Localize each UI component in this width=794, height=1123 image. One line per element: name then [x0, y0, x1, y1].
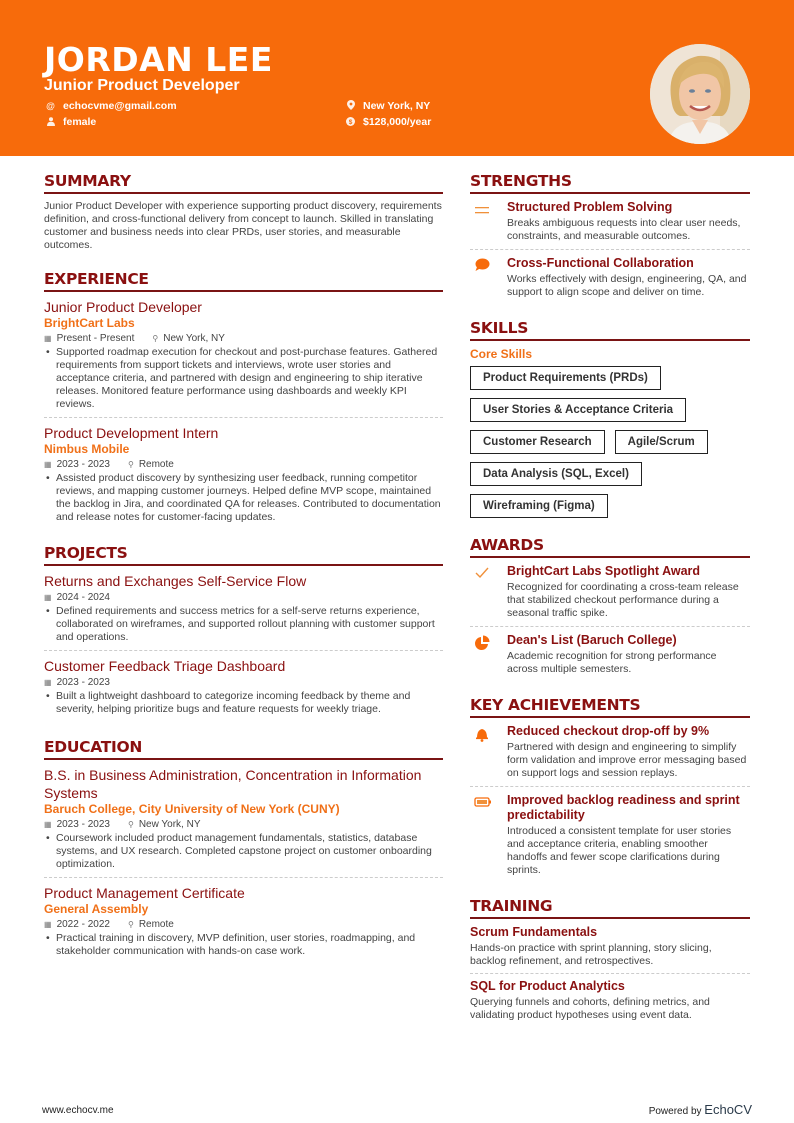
entry-bullet: • Built a lightweight dashboard to categorize incoming feedback by theme and severity, helping prioritize bugs and feature requests for weekly triage.: [44, 690, 443, 716]
awards-section: [470, 536, 750, 682]
map-pin-icon: ⚲: [127, 460, 134, 469]
item-description: Works effectively with design, engineering, QA, and support to align scope and deliver on time.: [507, 273, 747, 298]
entry-title: Product Development Intern: [44, 425, 219, 441]
skill-chip: Data Analysis (SQL, Excel): [470, 462, 642, 486]
education-entry: [44, 766, 443, 878]
summary-section: [44, 172, 443, 252]
award-item: [470, 564, 750, 627]
entry-title: Customer Feedback Triage Dashboard: [44, 658, 286, 674]
entry-organization: Baruch College, City University of New York (CUNY): [44, 802, 340, 816]
entry-organization: BrightCart Labs: [44, 316, 135, 330]
contact-location: New York, NY: [346, 100, 430, 112]
skill-chip: User Stories & Acceptance Criteria: [470, 398, 686, 422]
bell-icon: [470, 724, 507, 780]
item-title: Dean's List (Baruch College): [507, 633, 677, 647]
item-title: SQL for Product Analytics: [470, 979, 625, 993]
entry-meta: ▦ 2023 - 2023 ⚲ Remote: [44, 459, 174, 470]
profile-photo: [650, 44, 750, 144]
contact-salary: $ $128,000/year: [346, 116, 431, 128]
person-icon: [46, 117, 55, 128]
map-pin-icon: [346, 100, 355, 112]
award-item: [470, 633, 750, 682]
item-description: Breaks ambiguous requests into clear user needs, constraints, and measurable outcomes.: [507, 217, 741, 242]
entry-bullet: • Practical training in discovery, MVP definition, user stories, roadmapping, and stakeholder communication with hands-on case work.: [44, 932, 443, 958]
map-pin-icon: ⚲: [127, 920, 134, 929]
footer-powered-by[interactable]: Powered by EchoCV: [648, 1102, 752, 1117]
map-pin-icon: ⚲: [152, 334, 159, 343]
experience-entry: [44, 424, 443, 530]
entry-bullet: • Assisted product discovery by synthesizing user feedback, running competitor reviews, and mapping customer journeys. Helped define MVP scope, maintained the backlog in Jira, and coordinated QA for releases. Contributed to documentation and release notes for customer-facing updates.: [44, 472, 443, 524]
entry-meta: ▦ 2022 - 2022 ⚲ Remote: [44, 919, 174, 930]
at-sign-icon: @: [46, 101, 55, 111]
speech-bubble-icon: [470, 256, 507, 299]
entry-meta: ▦ 2023 - 2023 ⚲ New York, NY: [44, 819, 201, 830]
calendar-icon: ▦: [44, 920, 52, 929]
item-title: Cross-Functional Collaboration: [507, 256, 694, 270]
brand-name: EchoCV: [704, 1102, 752, 1117]
calendar-icon: ▦: [44, 593, 52, 602]
resume-header: [0, 0, 794, 156]
item-description: Academic recognition for strong performance across multiple semesters.: [507, 650, 717, 675]
summary-text: Junior Product Developer with experience supporting product discovery, requirements definition, and cross-functional delivery from concept to launch. Skilled in translating customer and business needs into clear PRDs, user stories, and measurable outcomes.: [44, 200, 442, 251]
section-heading: AWARDS: [470, 536, 750, 558]
pie-chart-icon: [470, 633, 507, 676]
item-description: Hands-on practice with sprint planning, story slicing, backlog refinement, and retrospectives.: [470, 942, 712, 967]
calendar-icon: ▦: [44, 334, 52, 343]
strength-item: [470, 256, 750, 305]
item-description: Querying funnels and cohorts, defining metrics, and validating product hypotheses using event data.: [470, 996, 710, 1021]
entry-title: Product Management Certificate: [44, 885, 245, 901]
skills-subheading: Core Skills: [470, 347, 533, 361]
entry-title: B.S. in Business Administration, Concentration in Information Systems: [44, 767, 422, 801]
calendar-icon: ▦: [44, 820, 52, 829]
candidate-name: JORDAN LEE: [44, 40, 273, 79]
achievement-item: [470, 724, 750, 787]
skill-chip: Product Requirements (PRDs): [470, 366, 661, 390]
item-title: Scrum Fundamentals: [470, 925, 598, 939]
entry-bullet: • Coursework included product management fundamentals, statistics, database systems, and UX research. Completed capstone project on customer onboarding optimization.: [44, 832, 443, 871]
right-column: [470, 172, 750, 1039]
lines-icon: [470, 200, 507, 243]
item-title: BrightCart Labs Spotlight Award: [507, 564, 701, 578]
project-entry: [44, 657, 443, 722]
section-heading: SUMMARY: [44, 172, 443, 194]
skill-chip: Wireframing (Figma): [470, 494, 608, 518]
entry-organization: Nimbus Mobile: [44, 442, 130, 456]
map-pin-icon: ⚲: [127, 820, 134, 829]
svg-text:$: $: [348, 118, 353, 126]
entry-title: Returns and Exchanges Self-Service Flow: [44, 573, 307, 589]
section-heading: EXPERIENCE: [44, 270, 443, 292]
skill-chip: Customer Research: [470, 430, 605, 454]
section-heading: SKILLS: [470, 319, 750, 341]
item-description: Partnered with design and engineering to simplify form validation and improve error messaging based on support logs and session replays.: [507, 741, 747, 779]
achievements-section: [470, 696, 750, 883]
achievement-item: [470, 793, 750, 883]
contact-gender: female: [46, 116, 96, 128]
education-section: [44, 738, 443, 964]
skill-chip: Agile/Scrum: [615, 430, 708, 454]
check-icon: [470, 564, 507, 620]
left-column: [44, 172, 443, 976]
strength-item: [470, 200, 750, 250]
item-description: Recognized for coordinating a cross-team release that stabilized checkout performance during a seasonal traffic spike.: [507, 581, 739, 619]
money-icon: [346, 117, 355, 128]
skills-section: [470, 319, 750, 518]
section-heading: KEY ACHIEVEMENTS: [470, 696, 750, 718]
entry-meta: ▦ Present - Present ⚲ New York, NY: [44, 333, 225, 344]
section-heading: STRENGTHS: [470, 172, 750, 194]
experience-section: [44, 270, 443, 530]
section-heading: TRAINING: [470, 897, 750, 919]
section-heading: EDUCATION: [44, 738, 443, 760]
entry-title: Junior Product Developer: [44, 299, 202, 315]
section-heading: PROJECTS: [44, 544, 443, 566]
entry-organization: General Assembly: [44, 902, 149, 916]
entry-meta: ▦ 2024 - 2024: [44, 592, 110, 603]
job-title: Junior Product Developer: [44, 77, 240, 94]
calendar-icon: ▦: [44, 678, 52, 687]
experience-entry: [44, 298, 443, 418]
strengths-section: [470, 172, 750, 305]
project-entry: [44, 572, 443, 651]
item-title: Reduced checkout drop-off by 9%: [507, 724, 710, 738]
footer-website-link[interactable]: www.echocv.me: [42, 1105, 114, 1116]
battery-icon: [470, 793, 507, 877]
entry-meta: ▦ 2023 - 2023: [44, 677, 110, 688]
skill-chips: [470, 366, 750, 518]
training-item: [470, 925, 750, 974]
contact-email[interactable]: @ echocvme@gmail.com: [46, 100, 177, 112]
entry-bullet: • Defined requirements and success metrics for a self-serve returns experience, collaborated on wireframes, and supported rollout planning with customer support and operations.: [44, 605, 443, 644]
projects-section: [44, 544, 443, 722]
item-title: Improved backlog readiness and sprint predictability: [507, 793, 740, 822]
calendar-icon: ▦: [44, 460, 52, 469]
training-item: [470, 979, 750, 1027]
education-entry: [44, 884, 443, 964]
training-section: [470, 897, 750, 1027]
item-description: Introduced a consistent template for user stories and acceptance criteria, enabling smoother handoffs and fewer scope clarifications during sprints.: [507, 825, 732, 876]
entry-bullet: • Supported roadmap execution for checkout and post-purchase features. Gathered requirements from support tickets and interviews, wrote user stories and acceptance criteria, and partnered with design and engineering to ship iterative releases. Monitored feature performance using dashboards and weekly KPI reviews.: [44, 346, 443, 411]
item-title: Structured Problem Solving: [507, 200, 673, 214]
